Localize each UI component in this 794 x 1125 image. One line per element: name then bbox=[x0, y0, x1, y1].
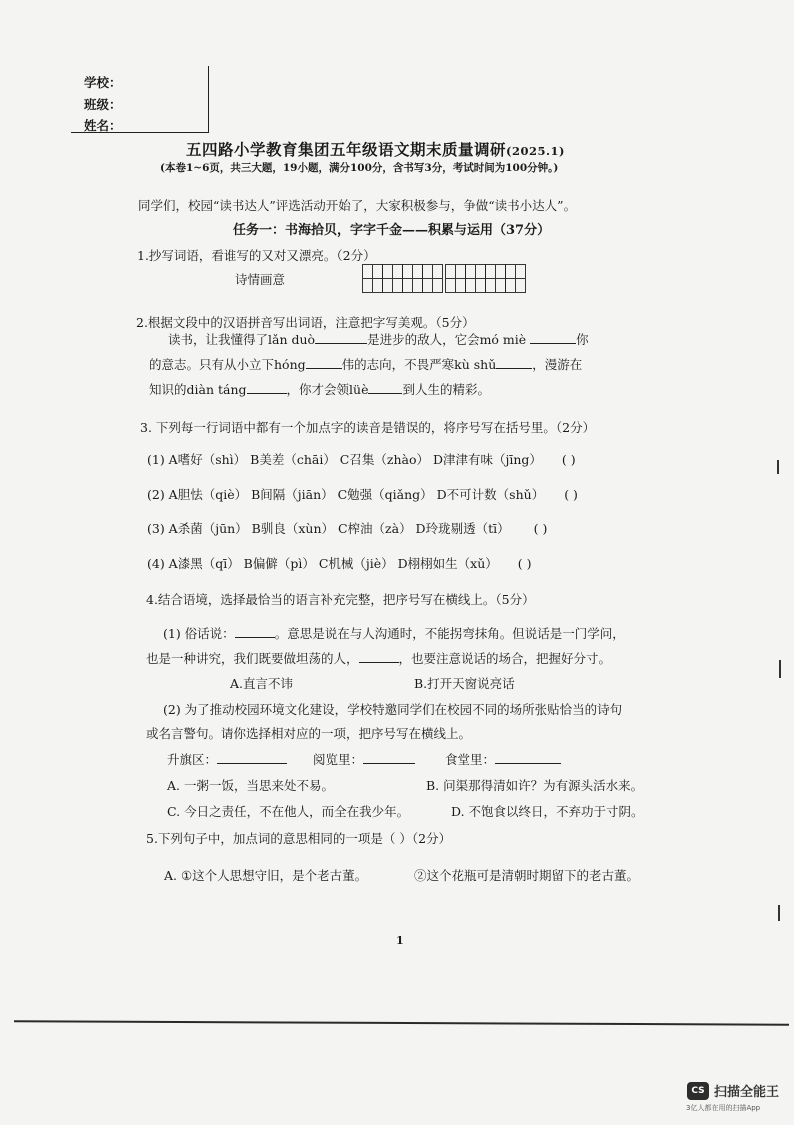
q4-text: (1) 俗话说： bbox=[163, 626, 235, 641]
exam-year: (2025.1) bbox=[506, 144, 565, 158]
place-label: 升旗区： bbox=[167, 752, 218, 767]
answer-blank[interactable] bbox=[359, 662, 399, 663]
q3-row-text: (4) A漆黑（qī） B偏僻（pì） C机械（jiè） D栩栩如生（xǔ） bbox=[147, 556, 498, 571]
q2-text: 到人生的精彩。 bbox=[402, 382, 490, 397]
q4-text: 也是一种讲究，我们既要做坦荡的人， bbox=[146, 651, 359, 666]
q2-text: 的意志。只有从小立下hóng bbox=[149, 357, 306, 372]
q3-stem: 3. 下列每一行词语中都有一个加点字的读音是错误的，将序号写在括号里。（2分） bbox=[140, 420, 596, 435]
q3-row bbox=[147, 519, 547, 537]
answer-bracket[interactable]: ( ) bbox=[561, 452, 576, 467]
answer-blank[interactable] bbox=[495, 763, 561, 764]
q4-option-b: B.打开天窗说亮话 bbox=[414, 676, 515, 691]
q5-stem: 5.下列句子中，加点词的意思相同的一项是（ ）（2分） bbox=[146, 831, 452, 846]
camscanner-logo-icon: CS bbox=[687, 1082, 709, 1100]
q2-text: 伟的志向，不畏严寒kù shǔ bbox=[341, 357, 497, 372]
scan-mark bbox=[779, 660, 781, 678]
answer-bracket[interactable]: ( ) bbox=[564, 487, 578, 502]
q3-row-text: (1) A嗜好（shì） B美差（chāi） C召集（zhào） D津津有味（jīng） bbox=[147, 452, 542, 467]
q1-stem: 1.抄写词语，看谁写的又对又漂亮。（2分） bbox=[137, 248, 376, 263]
q4-p2-line1: (2) 为了推动校园环境文化建设，学校特邀同学们在校园不同的场所张贴恰当的诗句 bbox=[163, 702, 623, 717]
answer-blank[interactable] bbox=[217, 763, 287, 764]
scanner-name: 扫描全能王 bbox=[714, 1085, 780, 1100]
answer-blank[interactable] bbox=[368, 393, 402, 394]
answer-blank[interactable] bbox=[496, 368, 532, 369]
exam-title bbox=[186, 138, 565, 160]
grid-cell[interactable] bbox=[362, 264, 383, 293]
q4-stem: 4.结合语境，选择最恰当的语言补充完整，把序号写在横线上。（5分） bbox=[146, 592, 535, 607]
q4-text: 。意思是说在与人沟通时，不能拐弯抹角。但说话是一门学问， bbox=[274, 626, 625, 641]
q2-text: 是进步的敌人，它会mó miè bbox=[367, 332, 527, 347]
place-label: 阅览里： bbox=[313, 752, 364, 767]
task1-heading: 任务一：书海拾贝，字字千金——积累与运用（37分） bbox=[233, 223, 551, 238]
answer-blank[interactable] bbox=[530, 343, 576, 344]
q4-p1-line1 bbox=[163, 624, 625, 642]
q2-text: ，漫游在 bbox=[532, 357, 583, 372]
q5-option-a1: A. ①这个人思想守旧，是个老古董。 bbox=[164, 868, 368, 883]
page-number: 1 bbox=[396, 934, 404, 947]
class-label: 班级： bbox=[84, 97, 122, 112]
answer-bracket[interactable]: ( ) bbox=[533, 521, 548, 536]
scan-edge-line bbox=[14, 1020, 789, 1025]
place-label: 食堂里： bbox=[445, 752, 496, 767]
q2-text: 知识的diàn táng bbox=[149, 382, 247, 397]
intro-text: 同学们，校园“读书达人”评选活动开始了，大家积极参与，争做“读书小达人”。 bbox=[138, 198, 577, 213]
answer-blank[interactable] bbox=[363, 763, 415, 764]
q4-motto-a: A. 一粥一饭，当思来处不易。 bbox=[167, 778, 334, 793]
q5-option-a2: ②这个花瓶可是清朝时期留下的老古董。 bbox=[414, 868, 640, 883]
scanner-watermark bbox=[687, 1081, 779, 1100]
q4-motto-c: C. 今日之责任，不在他人，而全在我少年。 bbox=[167, 804, 410, 819]
q4-p1-line2 bbox=[146, 649, 611, 667]
q2-text: 你 bbox=[576, 332, 589, 347]
answer-blank[interactable] bbox=[306, 368, 342, 369]
q2-line2 bbox=[149, 355, 582, 373]
q4-places bbox=[167, 750, 561, 768]
q3-row-text: (3) A杀菌（jūn） B驯良（xùn） C榨油（zà） D玲珑剔透（tī） bbox=[147, 521, 510, 536]
q2-line3 bbox=[149, 380, 490, 398]
q3-row-text: (2) A胆怯（qiè） B间隔（jiān） C勉强（qiǎng） D不可计数（shǔ） bbox=[147, 487, 545, 502]
answer-blank[interactable] bbox=[315, 343, 367, 344]
scan-mark bbox=[778, 905, 780, 921]
q2-text: ，你才会领lüè bbox=[286, 382, 369, 397]
exam-title-text: 五四路小学教育集团五年级语文期末质量调研 bbox=[186, 140, 507, 159]
school-label: 学校： bbox=[84, 75, 122, 90]
q4-text: ，也要注意说话的场合，把握好分寸。 bbox=[398, 651, 612, 666]
grid-cell[interactable] bbox=[465, 264, 486, 293]
answer-blank[interactable] bbox=[247, 393, 287, 394]
grid-cell[interactable] bbox=[505, 264, 526, 293]
q2-line1 bbox=[168, 330, 589, 348]
q4-motto-d: D. 不饱食以终日，不弃功于寸阴。 bbox=[451, 804, 644, 819]
q4-p2-line2: 或名言警句。请你选择相对应的一项，把序号写在横线上。 bbox=[146, 726, 472, 741]
q3-row bbox=[147, 554, 532, 572]
name-label: 姓名： bbox=[84, 118, 122, 133]
q2-text: 读书，让我懂得了lǎn duò bbox=[168, 332, 316, 347]
q3-row bbox=[147, 485, 578, 503]
scan-mark bbox=[777, 460, 779, 474]
grid-cell[interactable] bbox=[485, 264, 506, 293]
answer-bracket[interactable]: ( ) bbox=[517, 556, 532, 571]
answer-blank[interactable] bbox=[235, 637, 275, 638]
grid-cell[interactable] bbox=[402, 264, 423, 293]
scanner-tagline: 3亿人都在用的扫描App bbox=[686, 1104, 761, 1112]
grid-cell[interactable] bbox=[445, 264, 466, 293]
q1-word: 诗情画意 bbox=[235, 272, 286, 287]
grid-cell[interactable] bbox=[382, 264, 403, 293]
writing-grid[interactable] bbox=[363, 264, 526, 293]
q2-stem: 2.根据文段中的汉语拼音写出词语，注意把字写美观。（5分） bbox=[136, 315, 475, 330]
grid-cell[interactable] bbox=[422, 264, 443, 293]
exam-note: (本卷1~6页，共三大题，19小题，满分100分，含书写3分，考试时间为100分钟。) bbox=[160, 162, 559, 174]
q4-motto-b: B. 问渠那得清如许？为有源头活水来。 bbox=[426, 778, 644, 793]
q4-option-a: A.直言不讳 bbox=[230, 676, 294, 691]
q3-row bbox=[147, 450, 576, 468]
